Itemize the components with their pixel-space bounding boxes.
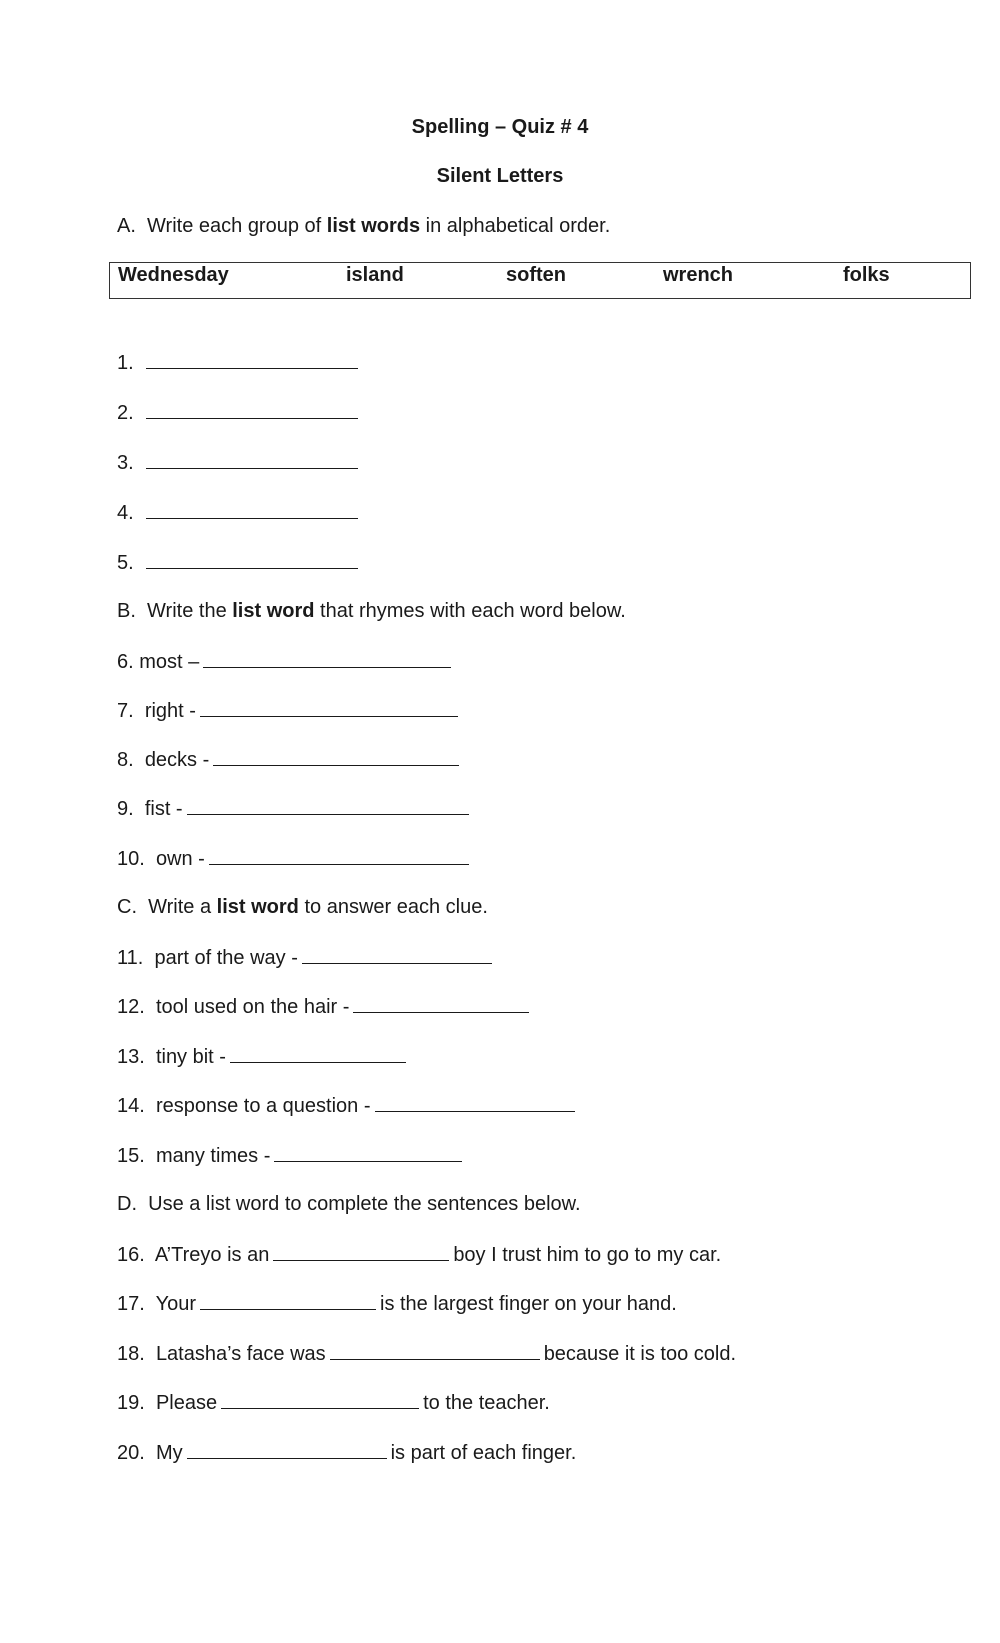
answer-item: 2. — [117, 400, 362, 425]
answer-blank[interactable] — [200, 1291, 376, 1310]
answer-blank[interactable] — [146, 350, 358, 369]
sentence-item: 16. A’Treyo is an boy I trust him to go to my car. — [117, 1244, 722, 1266]
section-c-instruction: C. Write a list word to answer each clue. — [117, 896, 488, 918]
answer-item: 1. — [117, 350, 362, 375]
answer-blank[interactable] — [146, 400, 358, 419]
answer-item: 5. — [117, 550, 362, 575]
page-title: Spelling – Quiz # 4 — [411, 116, 589, 138]
answer-blank[interactable] — [221, 1390, 419, 1409]
answer-blank[interactable] — [353, 994, 529, 1013]
answer-blank[interactable] — [187, 1440, 387, 1459]
word-box-item: island — [346, 264, 404, 286]
word-box — [109, 262, 971, 299]
word-box-item: folks — [843, 264, 890, 286]
rhyme-item: 7. right - — [117, 698, 462, 723]
sentence-item: 20. My is part of each finger. — [117, 1442, 577, 1464]
rhyme-item: 9. fist - — [117, 796, 473, 821]
clue-item: 11. part of the way - — [117, 945, 496, 970]
answer-blank[interactable] — [146, 500, 358, 519]
answer-blank[interactable] — [274, 1143, 462, 1162]
page-subtitle: Silent Letters — [436, 165, 564, 187]
section-a-instruction: A. Write each group of list words in alphabetical order. — [117, 215, 611, 237]
clue-item: 14. response to a question - — [117, 1093, 579, 1118]
section-b-instruction: B. Write the list word that rhymes with each word below. — [117, 600, 626, 622]
clue-item: 15. many times - — [117, 1143, 466, 1168]
sentence-item: 18. Latasha’s face was because it is too cold. — [117, 1343, 737, 1365]
answer-blank[interactable] — [213, 747, 459, 766]
answer-item: 3. — [117, 450, 362, 475]
rhyme-item: 10. own - — [117, 846, 473, 871]
sentence-item: 19. Please to the teacher. — [117, 1392, 550, 1414]
rhyme-item: 6. most – — [117, 649, 455, 674]
answer-blank[interactable] — [203, 649, 451, 668]
answer-blank[interactable] — [230, 1044, 406, 1063]
answer-blank[interactable] — [146, 550, 358, 569]
answer-blank[interactable] — [273, 1242, 449, 1261]
answer-blank[interactable] — [209, 846, 469, 865]
word-box-item: Wednesday — [118, 264, 229, 286]
rhyme-item: 8. decks - — [117, 747, 463, 772]
clue-item: 13. tiny bit - — [117, 1044, 410, 1069]
answer-blank[interactable] — [187, 796, 469, 815]
answer-blank[interactable] — [330, 1341, 540, 1360]
answer-blank[interactable] — [375, 1093, 575, 1112]
answer-item: 4. — [117, 500, 362, 525]
sentence-item: 17. Your is the largest finger on your hand. — [117, 1293, 677, 1315]
word-box-item: wrench — [663, 264, 734, 286]
answer-blank[interactable] — [200, 698, 458, 717]
clue-item: 12. tool used on the hair - — [117, 994, 533, 1019]
answer-blank[interactable] — [146, 450, 358, 469]
answer-blank[interactable] — [302, 945, 492, 964]
section-d-instruction: D. Use a list word to complete the sentences below. — [117, 1193, 581, 1215]
word-box-item: soften — [506, 264, 566, 286]
